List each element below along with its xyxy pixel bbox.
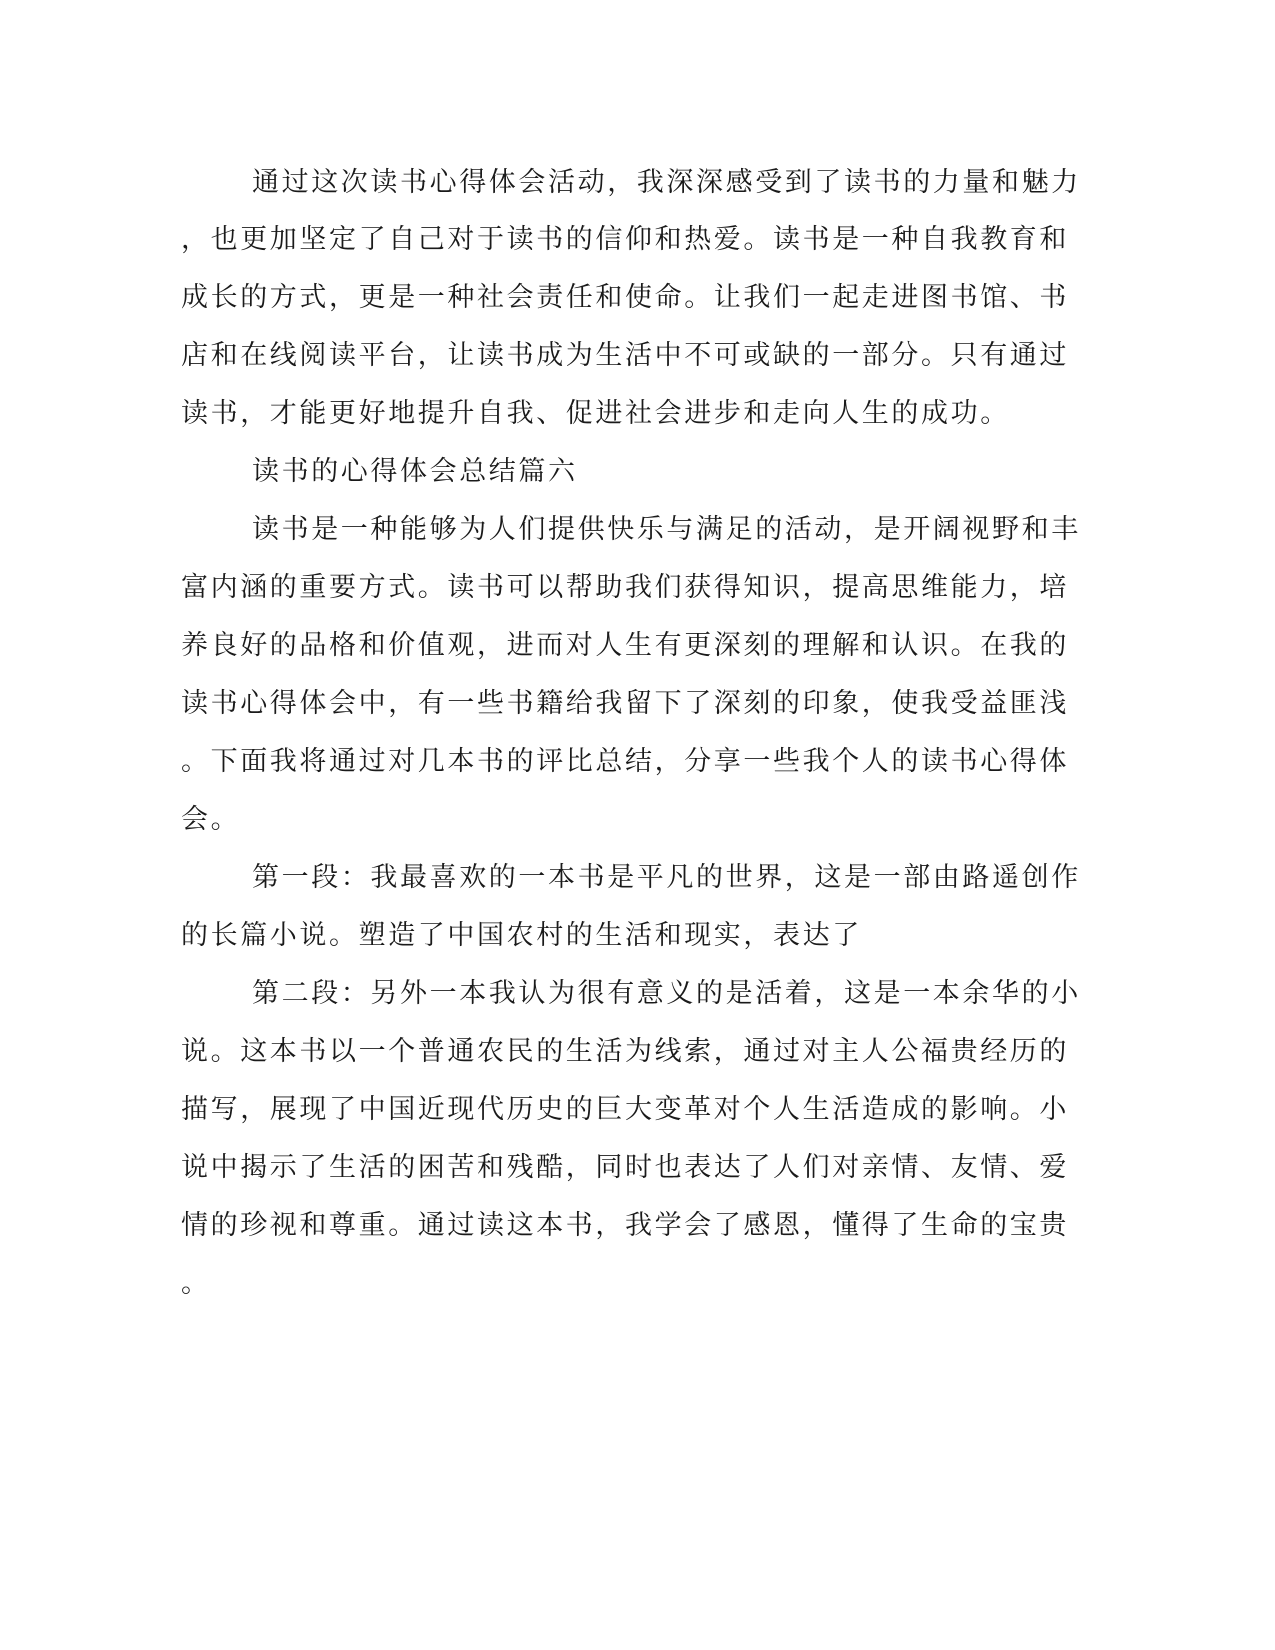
- text-line: 说。这本书以一个普通农民的生活为线索，通过对主人公福贵经历的: [181, 1036, 1069, 1067]
- text-line: 情的珍视和尊重。通过读这本书，我学会了感恩，懂得了生命的宝贵: [181, 1210, 1069, 1241]
- text-line: 读书是一种能够为人们提供快乐与满足的活动，是开阔视野和丰: [252, 514, 1081, 545]
- text-line: 第一段：我最喜欢的一本书是平凡的世界，这是一部由路遥创作: [252, 862, 1081, 893]
- text-line: 成长的方式，更是一种社会责任和使命。让我们一起走进图书馆、书: [181, 282, 1069, 313]
- text-line: 养良好的品格和价值观，进而对人生有更深刻的理解和认识。在我的: [181, 630, 1069, 661]
- text-line: 第二段：另外一本我认为很有意义的是活着，这是一本余华的小: [252, 978, 1081, 1009]
- text-line: 会。: [181, 804, 241, 835]
- text-line: 通过这次读书心得体会活动，我深深感受到了读书的力量和魅力: [252, 167, 1081, 198]
- text-line: 。下面我将通过对几本书的评比总结，分享一些我个人的读书心得体: [181, 746, 1069, 777]
- text-line: 说中揭示了生活的困苦和残酷，同时也表达了人们对亲情、友情、爱: [181, 1152, 1069, 1183]
- section-heading: 读书的心得体会总结篇六: [252, 456, 578, 487]
- text-line: ，也更加坚定了自己对于读书的信仰和热爱。读书是一种自我教育和: [181, 224, 1069, 255]
- text-line: 读书心得体会中，有一些书籍给我留下了深刻的印象，使我受益匪浅: [181, 688, 1069, 719]
- text-line: 读书，才能更好地提升自我、促进社会进步和走向人生的成功。: [181, 398, 1010, 429]
- text-line: 的长篇小说。塑造了中国农村的生活和现实，表达了: [181, 920, 862, 951]
- text-line: 店和在线阅读平台，让读书成为生活中不可或缺的一部分。只有通过: [181, 340, 1069, 371]
- text-line: 。: [181, 1268, 211, 1299]
- text-line: 描写，展现了中国近现代历史的巨大变革对个人生活造成的影响。小: [181, 1094, 1069, 1125]
- text-line: 富内涵的重要方式。读书可以帮助我们获得知识，提高思维能力，培: [181, 572, 1069, 603]
